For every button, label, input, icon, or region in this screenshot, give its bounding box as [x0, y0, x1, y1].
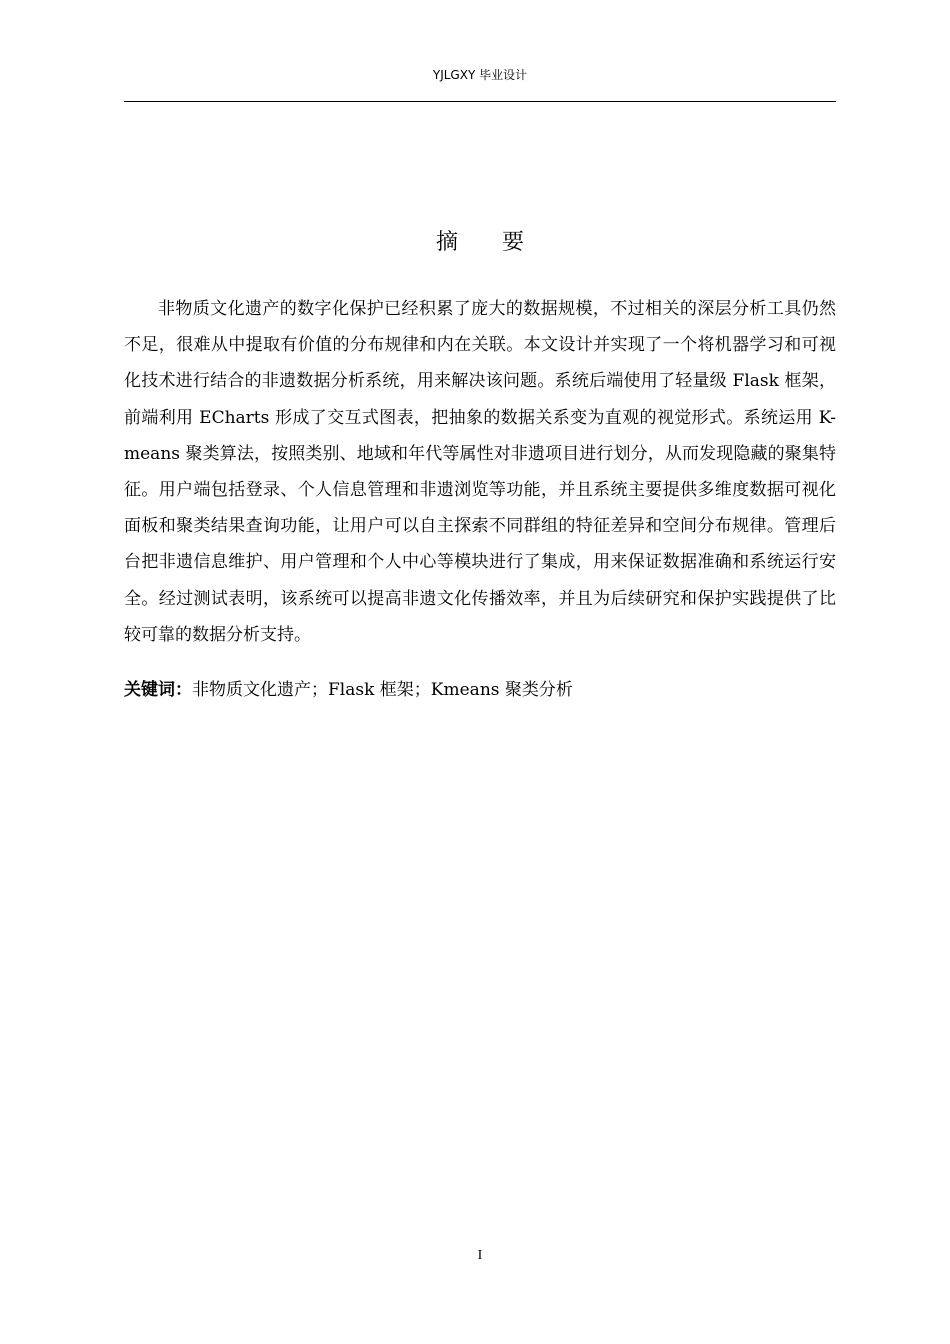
page-number: I: [477, 1248, 483, 1263]
keywords-label: 关键词：: [124, 680, 192, 700]
page-header: YJLGXY 毕业设计: [432, 68, 528, 82]
abstract-title: [124, 226, 836, 260]
header-divider: [124, 101, 836, 102]
keywords-value: 非物质文化遗产；Flask 框架；Kmeans 聚类分析: [192, 680, 573, 700]
abstract-title-second-char: 要: [502, 230, 525, 255]
abstract-body: 非物质文化遗产的数字化保护已经积累了庞大的数据规模，不过相关的深层分析工具仍然不足，很难从中提取有价值的分布规律和内在关联。本文设计并实现了一个将机器学习和可视化技术进行结合的非遗数据分析系统，用来解决该问题。系统后端使用了轻量级 Flask 框架，前端利用 ECharts 形成了交互式图表，把抽象的数据关系变为直观的视觉形式。系统运用 K-means 聚类算法，按照类别、地域和年代等属性对非遗项目进行划分，从而发现隐藏的聚集特征。用户端包括登录、个人信息管理和非遗浏览等功能，并且系统主要提供多维度数据可视化面板和聚类结果查询功能，让用户可以自主探索不同群组的特征差异和空间分布规律。管理后台把非遗信息维护、用户管理和个人中心等模块进行了集成，用来保证数据准确和系统运行安全。经过测试表明，该系统可以提高非遗文化传播效率，并且为后续研究和保护实践提供了比较可靠的数据分析支持。: [124, 299, 836, 645]
abstract-title-first-char: 摘: [435, 230, 458, 255]
keywords-line: [124, 673, 836, 707]
